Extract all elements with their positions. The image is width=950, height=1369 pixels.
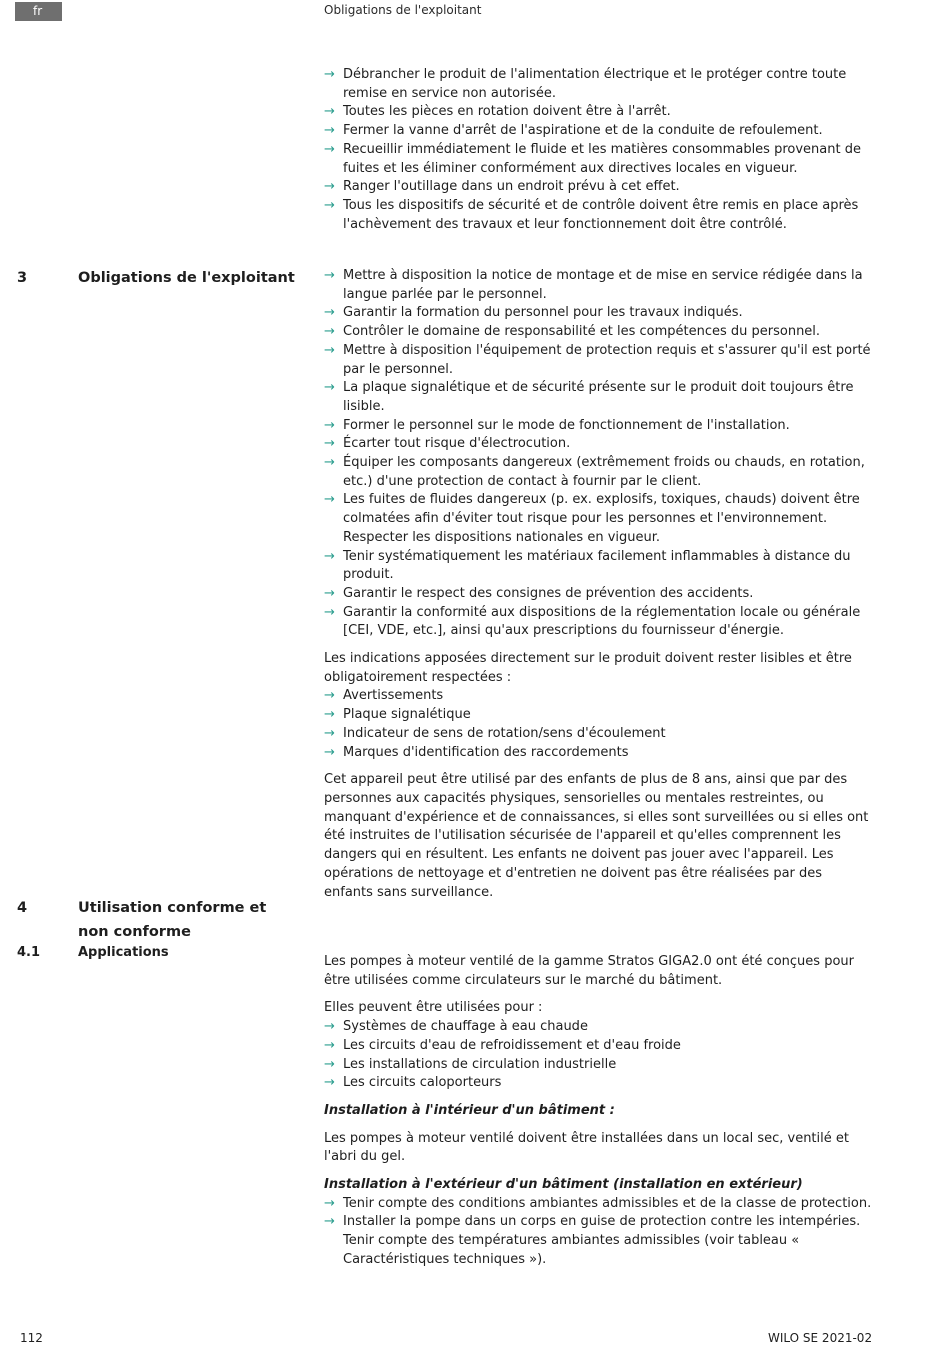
- list-item: → Débrancher le produit de l'alimentation électrique et le protéger contre toute remise en service non autorisée.: [324, 67, 847, 101]
- list-item: → La plaque signalétique et de sécurité présente sur le produit doit toujours être lisible.: [324, 380, 854, 414]
- arrow-right-icon: →: [324, 548, 335, 564]
- arrow-right-icon: →: [324, 1214, 335, 1230]
- arrow-right-icon: →: [324, 197, 335, 213]
- section-3-title: Obligations de l'exploitant: [78, 270, 295, 286]
- list-item: → Les circuits d'eau de refroidissement et d'eau froide: [324, 1037, 872, 1056]
- section-4-number: 4: [17, 900, 28, 916]
- list-item: → Indicateur de sens de rotation/sens d'écoulement: [324, 725, 872, 744]
- list-item: → Les fuites de fluides dangereux (p. ex. explosifs, toxiques, chauds) doivent être colmatées afin d'éviter tout risque pour les personnes et l'environnement. Respecter les dispositions nationales en vigueur.: [324, 492, 860, 545]
- arrow-right-icon: →: [324, 1019, 335, 1035]
- list-item: → Mettre à disposition l'équipement de protection requis et s'assurer qu'il est porté par le personnel.: [324, 342, 871, 377]
- arrow-right-icon: →: [324, 324, 335, 340]
- arrow-right-icon: →: [324, 492, 335, 508]
- arrow-right-icon: →: [324, 305, 335, 321]
- arrow-right-icon: →: [324, 342, 335, 358]
- arrow-right-icon: →: [324, 455, 335, 471]
- list-item: → Installer la pompe dans un corps en guise de protection contre les intempéries. Tenir compte des températures ambiantes admissibles (voir tableau « Caractéristiques techniques »).: [324, 1214, 861, 1267]
- arrow-right-icon: →: [324, 380, 335, 396]
- arrow-right-icon: →: [324, 585, 335, 601]
- section-4-body: [324, 953, 872, 1270]
- intro-paragraph: Les pompes à moteur ventilé de la gamme Stratos GIGA2.0 ont été conçues pour être utilisées comme circulateurs sur le marché du bâtiment.: [324, 954, 854, 988]
- maintenance-steps: [324, 66, 872, 234]
- list-item: → Les circuits caloporteurs: [324, 1074, 872, 1093]
- list-item: → Mettre à disposition la notice de montage et de mise en service rédigée dans la langue parlée par le personnel.: [324, 268, 863, 302]
- running-header-title: Obligations de l'exploitant: [324, 3, 482, 17]
- list-item: → Ranger l'outillage dans un endroit prévu à cet effet.: [324, 178, 872, 197]
- arrow-right-icon: →: [324, 268, 335, 283]
- section-3-body: [324, 267, 872, 902]
- list-item: → Garantir le respect des consignes de prévention des accidents.: [324, 585, 872, 604]
- outdoor-heading: Installation à l'extérieur d'un bâtiment (installation en extérieur): [324, 1177, 803, 1193]
- list-item: → Fermer la vanne d'arrêt de l'aspiratione et de la conduite de refoulement.: [324, 122, 872, 141]
- arrow-right-icon: →: [324, 688, 335, 704]
- arrow-right-icon: →: [324, 1075, 335, 1091]
- arrow-right-icon: →: [324, 707, 335, 723]
- indoor-heading: Installation à l'intérieur d'un bâtiment :: [324, 1102, 615, 1118]
- list-item: → Garantir la formation du personnel pour les travaux indiqués.: [324, 304, 872, 323]
- arrow-right-icon: →: [324, 417, 335, 433]
- list-item: → Contrôler le domaine de responsabilité et les compétences du personnel.: [324, 323, 872, 342]
- arrow-right-icon: →: [324, 179, 335, 195]
- language-badge: fr: [15, 2, 62, 21]
- list-item: → Écarter tout risque d'électrocution.: [324, 435, 872, 454]
- arrow-right-icon: →: [324, 1056, 335, 1072]
- children-paragraph: Cet appareil peut être utilisé par des enfants de plus de 8 ans, ainsi que par des personnes aux capacités physiques, sensorielles ou mentales restreintes, ou manquant d'expérience et de connaissances, si elles sont surveillées ou si elles ont été instruites de l'utilisation sécurisée de l'appareil et qu'elles comprennent les dangers qui en résultent. Les enfants ne doivent pas jouer avec l'appareil. Les opérations de nettoyage et d'entretien ne doivent pas être réalisées par des enfants sans surveillance.: [324, 772, 869, 900]
- list-item: → Toutes les pièces en rotation doivent être à l'arrêt.: [324, 103, 872, 122]
- section-3-number: 3: [17, 270, 28, 286]
- list-item: → Former le personnel sur le mode de fonctionnement de l'installation.: [324, 417, 872, 436]
- arrow-right-icon: →: [324, 123, 335, 139]
- arrow-right-icon: →: [324, 744, 335, 760]
- uses-paragraph: Elles peuvent être utilisées pour :: [324, 1000, 543, 1016]
- list-item: → Équiper les composants dangereux (extrêmement froids ou chauds, en rotation, etc.) d'une protection de contact à fournir par le client.: [324, 455, 865, 489]
- list-item: → Plaque signalétique: [324, 706, 872, 725]
- arrow-right-icon: →: [324, 436, 335, 452]
- list-item: → Avertissements: [324, 687, 872, 706]
- list-item: → Marques d'identification des raccordements: [324, 744, 872, 763]
- arrow-right-icon: →: [324, 104, 335, 120]
- arrow-right-icon: →: [324, 1037, 335, 1053]
- list-item: → Tenir systématiquement les matériaux facilement inflammables à distance du produit.: [324, 548, 851, 583]
- arrow-right-icon: →: [324, 141, 335, 157]
- markings-paragraph: Les indications apposées directement sur le produit doivent rester lisibles et être obligatoirement respectées :: [324, 651, 852, 685]
- list-item: → Les installations de circulation industrielle: [324, 1056, 872, 1075]
- page-number: 112: [20, 1331, 43, 1345]
- list-item: → Tous les dispositifs de sécurité et de contrôle doivent être remis en place après l'achèvement des travaux et leur fonctionnement doit être contrôlé.: [324, 197, 859, 232]
- list-item: → Recueillir immédiatement le fluide et les matières consommables provenant de fuites et les éliminer conformément aux directives locales en vigueur.: [324, 141, 861, 176]
- list-item: → Tenir compte des conditions ambiantes admissibles et de la classe de protection.: [324, 1195, 872, 1214]
- arrow-right-icon: →: [324, 604, 335, 620]
- arrow-right-icon: →: [324, 1195, 335, 1211]
- publisher-label: WILO SE 2021-02: [768, 1331, 873, 1345]
- list-item: → Garantir la conformité aux dispositions de la réglementation locale ou générale [CEI, VDE, etc.], ainsi qu'aux prescriptions du fournisseur d'énergie.: [324, 604, 861, 639]
- section-4-1-number: 4.1: [17, 945, 41, 960]
- section-4-1-title: Applications: [78, 945, 169, 960]
- list-item: → Systèmes de chauffage à eau chaude: [324, 1018, 872, 1037]
- arrow-right-icon: →: [324, 67, 335, 82]
- indoor-paragraph: Les pompes à moteur ventilé doivent être installées dans un local sec, ventilé et l'abri du gel.: [324, 1130, 849, 1165]
- section-4-title: Utilisation conforme et non conforme: [78, 900, 267, 940]
- arrow-right-icon: →: [324, 725, 335, 741]
